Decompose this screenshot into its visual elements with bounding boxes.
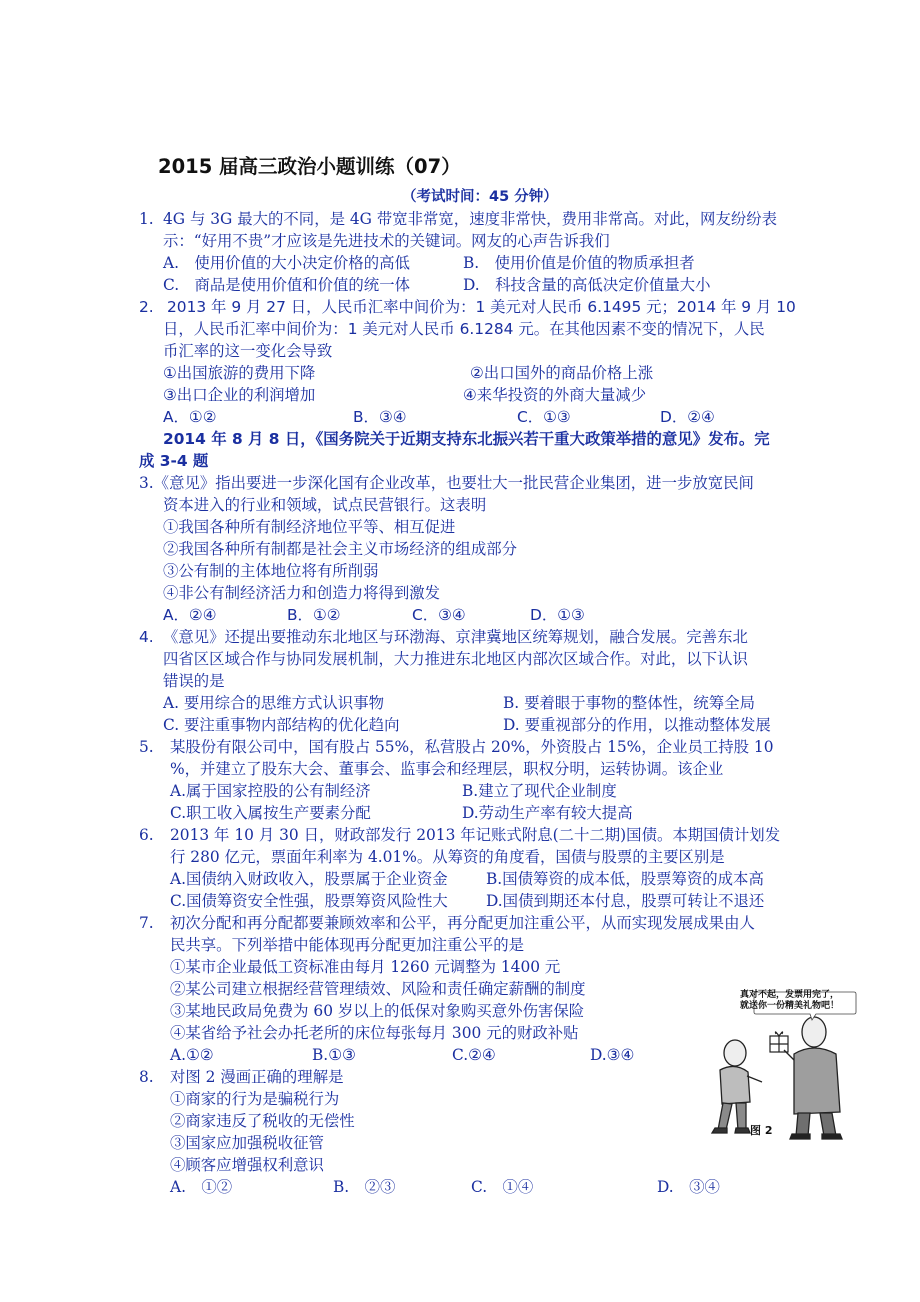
option-b: B. 使用价值是价值的物质承担者	[463, 254, 695, 272]
option-d: D. 科技含量的高低决定价值量大小	[463, 276, 711, 294]
option-d: D.劳动生产率有较大提高	[462, 804, 633, 822]
option-a: A.①②	[170, 1046, 214, 1064]
option-a: A. 使用价值的大小决定价格的高低	[163, 254, 410, 272]
option-a: A. 要用综合的思维方式认识事物	[163, 694, 384, 712]
speech-text-line: 就送你一份精美礼物吧！	[740, 1001, 840, 1011]
question-stem-line: 错误的是	[163, 672, 225, 690]
question-stem-line: 行 280 亿元，票面年利率为 4.01%。从筹资的角度看，国债与股票的主要区别是	[170, 848, 725, 866]
statement-item: ③国家应加强税收征管	[170, 1134, 324, 1152]
option-b: B.建立了现代企业制度	[462, 782, 617, 800]
question-number: 6.	[139, 826, 154, 844]
statement-item: ④来华投资的外商大量减少	[463, 386, 647, 404]
option-d: D.③④	[590, 1046, 635, 1064]
statement-item: ④顾客应增强权利意识	[170, 1156, 324, 1174]
question-number: 4.	[139, 628, 154, 646]
material-intro: 2014 年 8 月 8 日，《国务院关于近期支持东北振兴若干重大政策举措的意见》发布。完	[163, 430, 770, 448]
option-d: D. 要重视部分的作用，以推动整体发展	[503, 716, 771, 734]
option-c: C．①③	[517, 408, 571, 426]
statement-item: ①某市企业最低工资标准由每月 1260 元调整为 1400 元	[170, 958, 561, 976]
speech-text-line: 真对不起，发票用完了，	[740, 990, 840, 1000]
option-b: B.国债筹资的成本低，股票筹资的成本高	[486, 870, 764, 888]
statement-item: ④非公有制经济活力和创造力将得到激发	[163, 584, 441, 602]
option-d: D.国债到期还本付息，股票可转让不退还	[486, 892, 765, 910]
option-a: A.国债纳入财政收入，股票属于企业资金	[170, 870, 448, 888]
statement-item: ①出国旅游的费用下降	[163, 364, 316, 382]
question-number: 1.	[139, 210, 154, 228]
figure-caption: 图 2	[750, 1124, 773, 1137]
cartoon-figure	[690, 990, 858, 1144]
question-stem-line: 2013 年 9 月 27 日，人民币汇率中间价为：1 美元对人民币 6.1495 元；2014 年 9 月 10	[167, 298, 796, 316]
statement-item: ③公有制的主体地位将有所削弱	[163, 562, 379, 580]
material-intro: 成 3-4 题	[139, 452, 209, 470]
option-c: C. 商品是使用价值和价值的统一体	[163, 276, 410, 294]
option-b: B．①②	[287, 606, 341, 624]
question-stem-line: 民共享。下列举措中能体现再分配更加注重公平的是	[170, 936, 524, 954]
option-b: B．③④	[353, 408, 407, 426]
question-stem-line: 示：“好用不贵”才应该是先进技术的关键词。网友的心声告诉我们	[163, 232, 610, 250]
question-stem-line: 初次分配和再分配都要兼顾效率和公平，再分配更加注重公平，从而实现发展成果由人	[170, 914, 755, 932]
statement-item: ①商家的行为是骗税行为	[170, 1090, 340, 1108]
statement-item: ①我国各种所有制经济地位平等、相互促进	[163, 518, 456, 536]
option-b: B.①③	[312, 1046, 356, 1064]
question-stem-line: 币汇率的这一变化会导致	[163, 342, 333, 360]
cartoon-drawing	[690, 990, 858, 1144]
statement-item: ③某地民政局免费为 60 岁以上的低保对象购买意外伤害保险	[170, 1002, 585, 1020]
option-d: D．②④	[660, 408, 715, 426]
statement-item: ②商家违反了税收的无偿性	[170, 1112, 355, 1130]
question-stem-line: %，并建立了股东大会、董事会、监事会和经理层，职权分明，运转协调。该企业	[170, 760, 724, 778]
page-title: 2015 届高三政治小题训练（07）	[158, 155, 461, 178]
statement-item: ③出口企业的利润增加	[163, 386, 316, 404]
exam-time: （考试时间：45 分钟）	[402, 189, 558, 205]
option-a: A．①②	[163, 408, 217, 426]
option-c: C.②④	[452, 1046, 496, 1064]
statement-item: ④某省给予社会办托老所的床位每张每月 300 元的财政补贴	[170, 1024, 579, 1042]
option-c: C. 要注重事物内部结构的优化趋向	[163, 716, 400, 734]
question-number: 8.	[139, 1068, 154, 1086]
question-stem-line: 日，人民币汇率中间价为：1 美元对人民币 6.1284 元。在其他因素不变的情况下，人民	[163, 320, 765, 338]
question-stem-line: 资本进入的行业和领域，试点民营银行。这表明	[163, 496, 487, 514]
question-stem-line: 对图 2 漫画正确的理解是	[170, 1068, 344, 1086]
question-stem-line: 3.《意见》指出要进一步深化国有企业改革，也要壮大一批民营企业集团，进一步放宽民间	[139, 474, 754, 492]
option-c: C. ①④	[471, 1178, 534, 1196]
question-stem-line: 4G 与 3G 最大的不同，是 4G 带宽非常宽，速度非常快，费用非常高。对此，网友纷纷表	[163, 210, 778, 228]
option-d: D. ③④	[657, 1178, 720, 1196]
option-a: A.属于国家控股的公有制经济	[170, 782, 371, 800]
option-c: C.国债筹资安全性强，股票筹资风险性大	[170, 892, 448, 910]
question-stem-line: 某股份有限公司中，国有股占 55%，私营股占 20%，外资股占 15%，企业员工持股 10	[170, 738, 774, 756]
option-c: C.职工收入属按生产要素分配	[170, 804, 371, 822]
question-number: 7.	[139, 914, 154, 932]
option-a: A．②④	[163, 606, 217, 624]
option-b: B. 要着眼于事物的整体性，统筹全局	[503, 694, 755, 712]
option-b: B. ②③	[333, 1178, 396, 1196]
question-stem-line: 《意见》还提出要推动东北地区与环渤海、京津冀地区统筹规划，融合发展。完善东北	[163, 628, 748, 646]
option-c: C．③④	[412, 606, 466, 624]
statement-item: ②出口国外的商品价格上涨	[470, 364, 654, 382]
statement-item: ②我国各种所有制都是社会主义市场经济的组成部分	[163, 540, 517, 558]
statement-item: ②某公司建立根据经营管理绩效、风险和责任确定薪酬的制度	[170, 980, 586, 998]
option-d: D．①③	[530, 606, 585, 624]
question-stem-line: 2013 年 10 月 30 日，财政部发行 2013 年记账式附息(二十二期)国债。本期国债计划发	[170, 826, 781, 844]
option-a: A. ①②	[170, 1178, 233, 1196]
question-number: 5.	[139, 738, 154, 756]
question-stem-line: 四省区区域合作与协同发展机制，大力推进东北地区内部次区域合作。对此，以下认识	[163, 650, 748, 668]
question-number: 2.	[139, 298, 154, 316]
